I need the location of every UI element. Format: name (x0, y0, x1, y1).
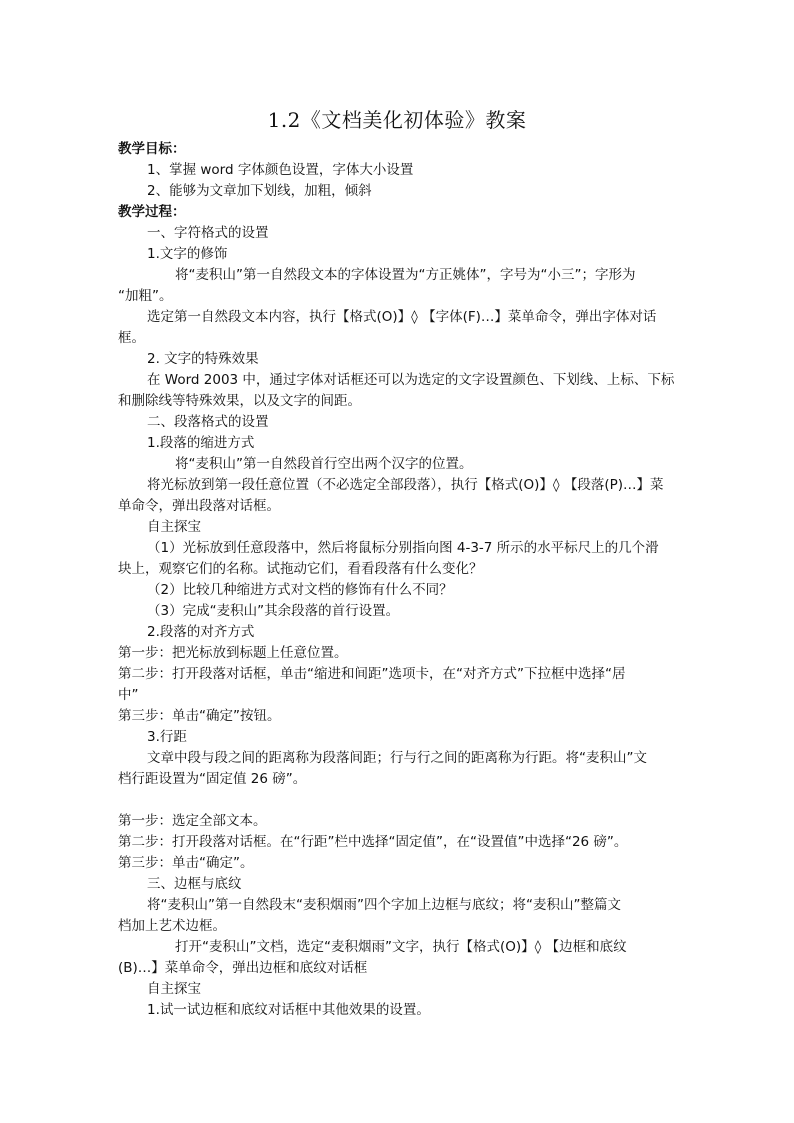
step-line: 第三步：单击“确定”。 (118, 855, 254, 871)
subheading-text-decoration: 1.文字的修饰 (147, 246, 228, 262)
subheading-special-effects: 2. 文字的特殊效果 (147, 351, 259, 367)
paragraph-line: 文章中段与段之间的距离称为段落间距；行与行之间的距离称为行距。将“麦积山”文 (147, 750, 647, 766)
paragraph-line: 打开“麦积山”文档，选定“麦积烟雨”文字，执行【格式(O)】◊ 【边框和底纹 (175, 939, 627, 955)
step-line: 第三步：单击“确定”按钮。 (118, 708, 281, 724)
paragraph-line: （2）比较几种缩进方式对文档的修饰有什么不同？ (147, 582, 453, 598)
paragraph-line: （1）光标放到任意段落中，然后将鼠标分别指向图 4-3-7 所示的水平标尺上的几个滑 (147, 540, 659, 556)
subheading-self-explore: 自主探宝 (147, 519, 201, 535)
paragraph-line: 块上，观察它们的名称。试拖动它们，看看段落有什么变化？ (118, 561, 483, 577)
paragraph-line: 档加上艺术边框。 (118, 918, 226, 934)
document-title: 1.2《文档美化初体验》教案 (267, 108, 527, 132)
paragraph-line: 将光标放到第一段任意位置（不必选定全部段落），执行【格式(O)】◊ 【段落(P)…】菜 (147, 477, 664, 493)
paragraph-line: 将“麦积山”第一自然段文本的字体设置为“方正姚体”，字号为“小三”；字形为 (175, 267, 636, 283)
subheading-self-explore: 自主探宝 (147, 981, 201, 997)
paragraph-line: 框。 (118, 330, 145, 346)
step-line: 第二步：打开段落对话框。在“行距”栏中选择“固定值”，在“设置值”中选择“26 磅”。 (118, 834, 628, 850)
section-heading-objectives: 教学目标： (118, 141, 186, 157)
paragraph-line: 将“麦积山”第一自然段末“麦积烟雨”四个字加上边框与底纹；将“麦积山”整篇文 (147, 897, 621, 913)
subheading-indent: 1.段落的缩进方式 (147, 435, 255, 451)
paragraph-line: （3）完成“麦积山”其余段落的首行设置。 (147, 603, 400, 619)
objective-2: 2、能够为文章加下划线，加粗，倾斜 (147, 183, 372, 199)
paragraph-line: 在 Word 2003 中，通过字体对话框还可以为选定的文字设置颜色、下划线、上标、下标 (147, 372, 675, 388)
heading-char-format: 一、字符格式的设置 (147, 225, 269, 241)
objective-1: 1、掌握 word 字体颜色设置，字体大小设置 (147, 162, 414, 178)
subheading-alignment: 2.段落的对齐方式 (147, 624, 255, 640)
step-line: 中” (118, 687, 139, 703)
paragraph-line: 1.试一试边框和底纹对话框中其他效果的设置。 (147, 1002, 430, 1018)
step-line: 第二步：打开段落对话框，单击“缩进和间距”选项卡，在“对齐方式”下拉框中选择“居 (118, 666, 626, 682)
paragraph-line: “加粗”。 (118, 288, 173, 304)
heading-paragraph-format: 二、段落格式的设置 (147, 414, 269, 430)
section-heading-process: 教学过程： (118, 204, 186, 220)
subheading-line-spacing: 3.行距 (147, 729, 187, 745)
paragraph-line: 档行距设置为“固定值 26 磅”。 (118, 771, 307, 787)
step-line: 第一步：把光标放到标题上任意位置。 (118, 645, 348, 661)
paragraph-line: (B)…】菜单命令，弹出边框和底纹对话框 (118, 960, 368, 976)
paragraph-line: 将“麦积山”第一自然段首行空出两个汉字的位置。 (175, 456, 473, 472)
heading-border-shading: 三、边框与底纹 (147, 876, 242, 892)
paragraph-line: 选定第一自然段文本内容，执行【格式(O)】◊ 【字体(F)…】菜单命令，弹出字体对话 (147, 309, 657, 325)
paragraph-line: 和删除线等特殊效果，以及文字的间距。 (118, 393, 361, 409)
step-line: 第一步：选定全部文本。 (118, 813, 267, 829)
paragraph-line: 单命令，弹出段落对话框。 (118, 498, 280, 514)
